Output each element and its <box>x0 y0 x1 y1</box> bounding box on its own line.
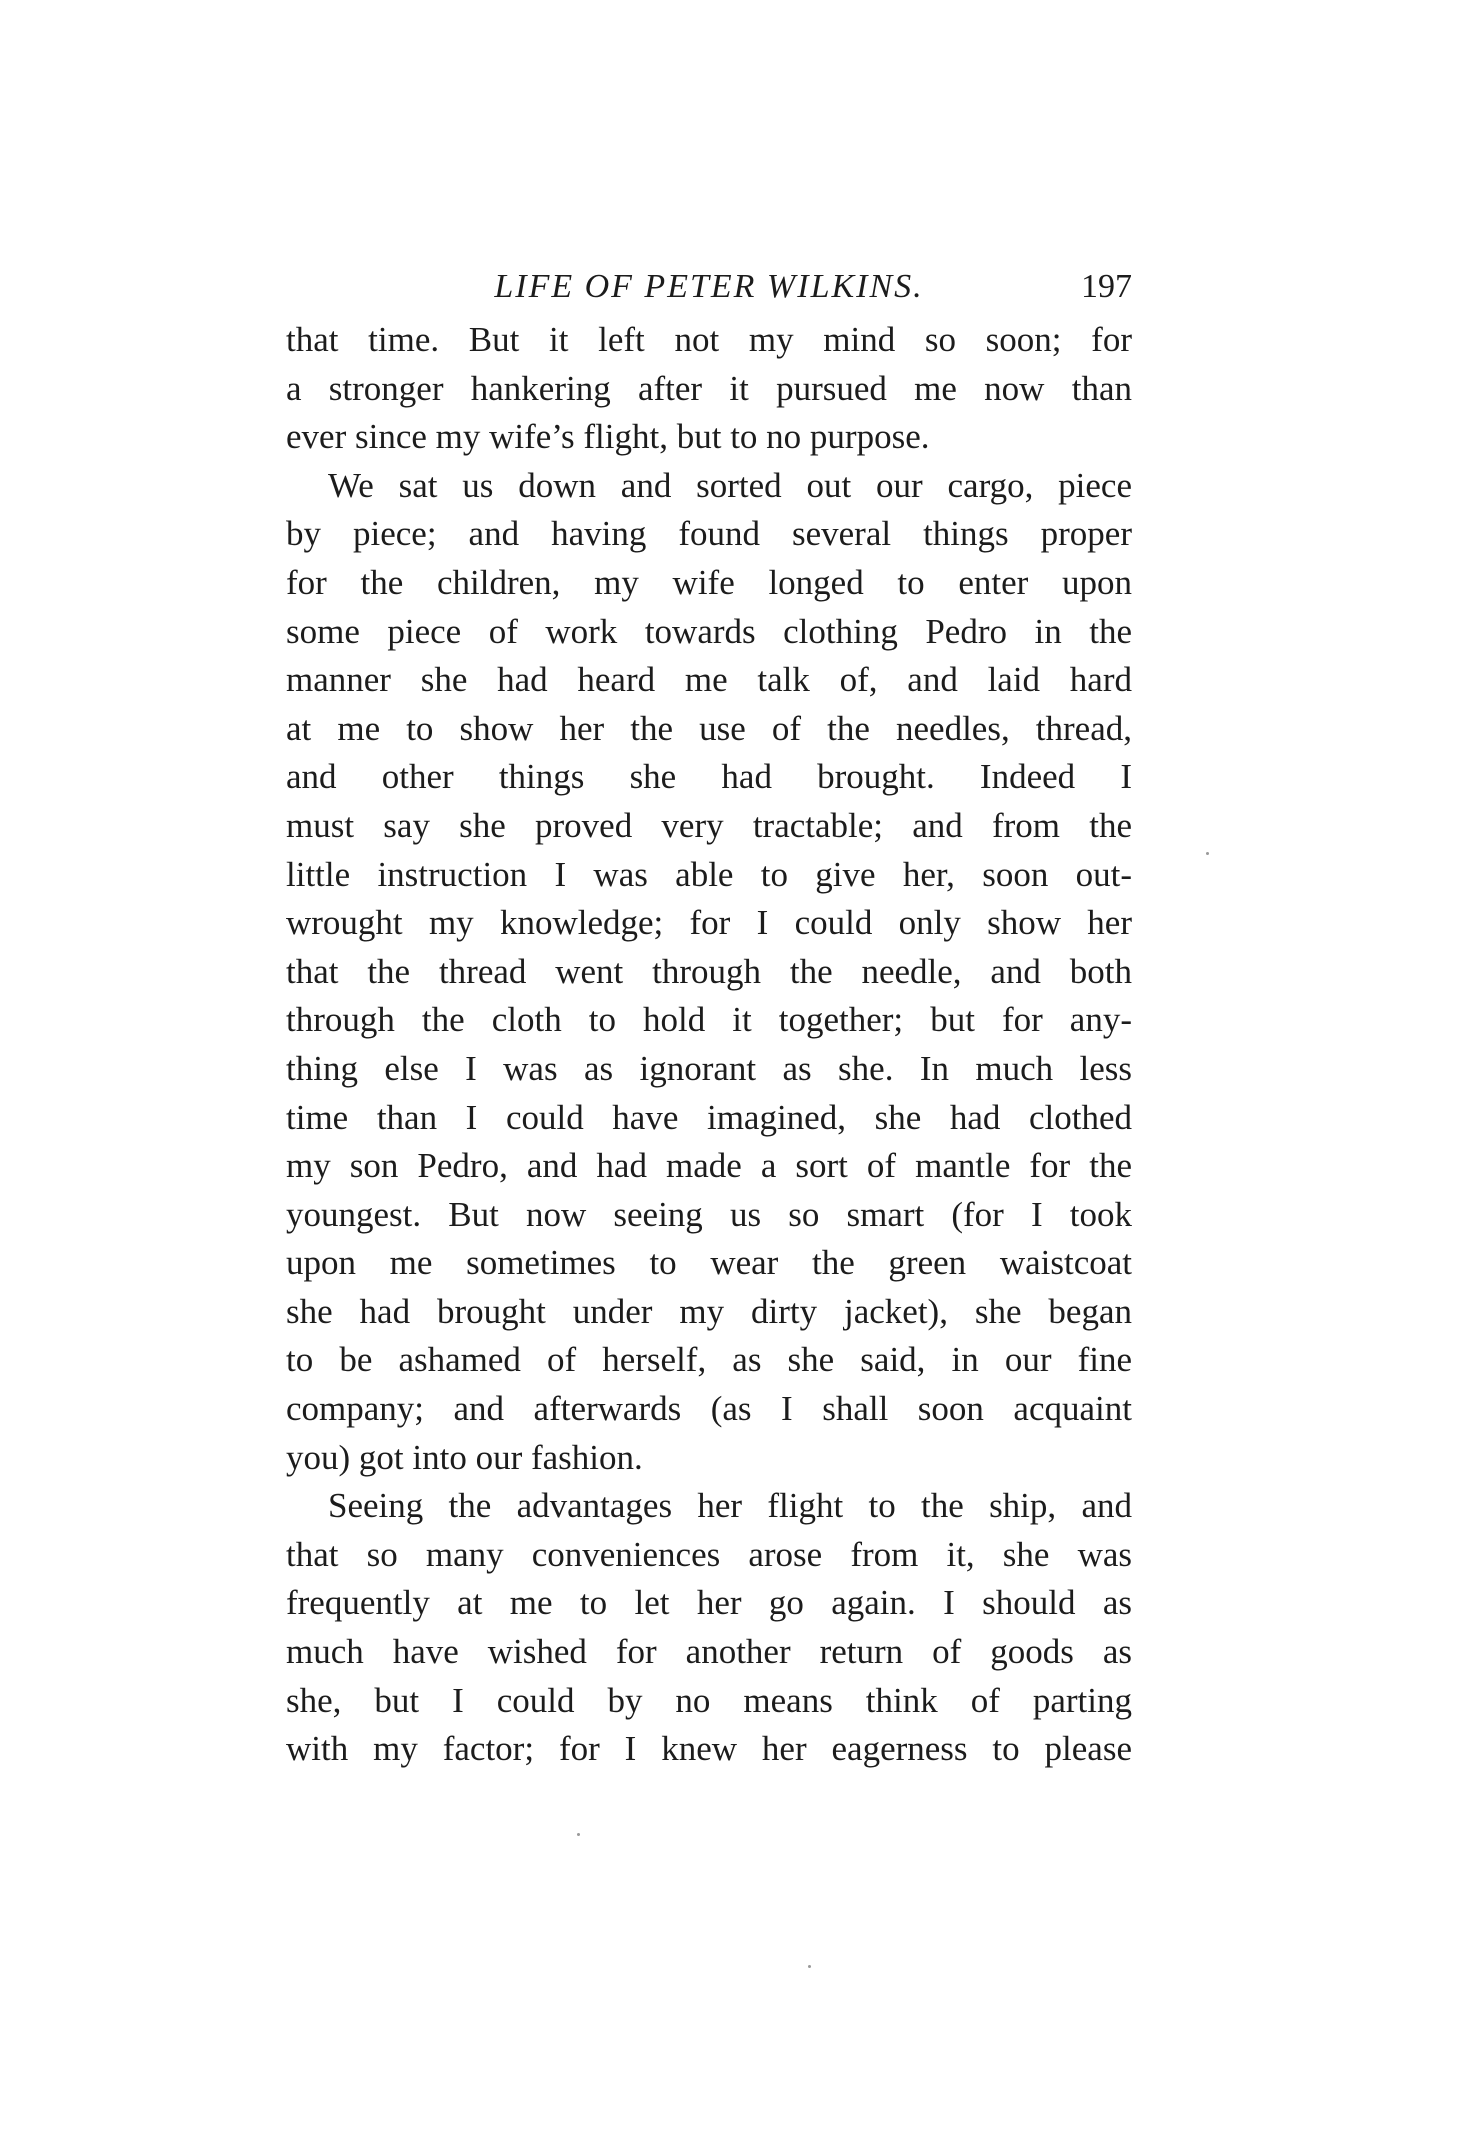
text-line: thing else I was as ignorant as she. In much less <box>286 1048 1132 1088</box>
text-line: little instruction I was able to give her, soon out- <box>286 854 1132 894</box>
text-line: frequently at me to let her go again. I should as <box>286 1583 1132 1623</box>
text-line: she, but I could by no means think of parting <box>286 1680 1132 1720</box>
text-line: wrought my knowledge; for I could only show her <box>286 903 1132 943</box>
text-line: time than I could have imagined, she had clothed <box>286 1097 1132 1137</box>
text-line: and other things she had brought. Indeed I <box>286 757 1132 797</box>
paragraph <box>286 316 1132 462</box>
print-speck <box>577 1833 580 1836</box>
text-line: manner she had heard me talk of, and laid hard <box>286 660 1132 700</box>
text-line: some piece of work towards clothing Pedro in the <box>286 611 1132 651</box>
text-line: much have wished for another return of goods as <box>286 1632 1132 1672</box>
body-text <box>286 316 1132 1774</box>
text-line: with my factor; for I knew her eagerness to please <box>286 1729 1132 1769</box>
text-line: must say she proved very tractable; and from the <box>286 805 1132 845</box>
page-number: 197 <box>1081 268 1132 305</box>
text-line: that time. But it left not my mind so soon; for <box>286 320 1132 359</box>
text-line: by piece; and having found several things proper <box>286 514 1132 554</box>
running-head <box>286 262 1132 312</box>
text-line: youngest. But now seeing us so smart (for I took <box>286 1194 1132 1234</box>
text-line: a stronger hankering after it pursued me now than <box>286 368 1132 408</box>
print-speck <box>1206 852 1209 855</box>
text-line: she had brought under my dirty jacket), she began <box>286 1291 1132 1331</box>
text-line: ever since my wife’s flight, but to no purpose. <box>286 417 930 457</box>
paragraph <box>286 1482 1132 1774</box>
text-line: for the children, my wife longed to enter upon <box>286 562 1132 602</box>
text-line: We sat us down and sorted out our cargo, piece <box>328 465 1132 505</box>
text-line: company; and afterwards (as I shall soon acquaint <box>286 1389 1132 1429</box>
text-line: at me to show her the use of the needles, thread, <box>286 708 1132 748</box>
text-line: through the cloth to hold it together; but for any- <box>286 1000 1132 1040</box>
print-speck <box>808 1965 811 1968</box>
text-line: upon me sometimes to wear the green waistcoat <box>286 1243 1132 1283</box>
text-line: that so many conveniences arose from it, she was <box>286 1534 1132 1574</box>
text-line: my son Pedro, and had made a sort of mantle for the <box>286 1146 1132 1186</box>
paragraph <box>286 462 1132 1482</box>
running-title: LIFE OF PETER WILKINS. <box>494 268 924 305</box>
text-line: to be ashamed of herself, as she said, in our fine <box>286 1340 1132 1380</box>
text-line: you) got into our fashion. <box>286 1437 643 1477</box>
text-line: that the thread went through the needle, and both <box>286 951 1132 991</box>
text-line: Seeing the advantages her flight to the ship, and <box>328 1486 1132 1526</box>
